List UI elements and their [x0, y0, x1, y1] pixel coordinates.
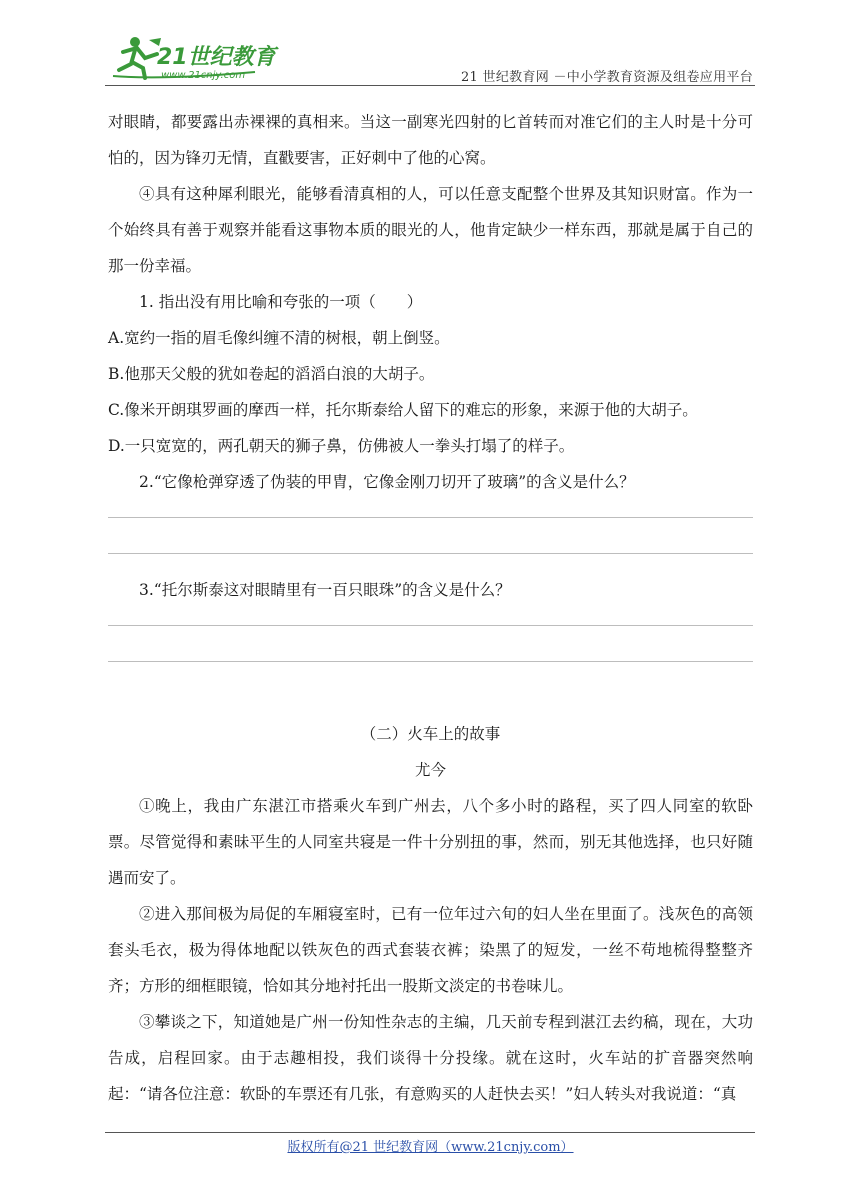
- option-d: D.一只宽宽的，两孔朝天的狮子鼻，仿佛被人一拳头打塌了的样子。: [108, 437, 575, 455]
- header-divider: [105, 85, 755, 86]
- site-logo: [105, 32, 295, 82]
- paragraph-3: ③攀谈之下，知道她是广州一份知性杂志的主编，几天前专程到湛江去约稿，现在，大功告成，启程回家。由于志趣相投，我们谈得十分投缘。就在这时，火车站的扩音器突然响起：“请各位注意：软卧的车票还有几张，有意购买的人赶快去买！”妇人转头对我说道：“真: [108, 1013, 753, 1103]
- header-site-text: 21 世纪教育网 －中小学教育资源及组卷应用平台: [460, 70, 753, 85]
- footer-divider: [105, 1132, 755, 1133]
- option-b: B.他那天父般的犹如卷起的滔滔白浪的大胡子。: [108, 365, 435, 383]
- question-3: 3.“托尔斯泰这对眼睛里有一百只眼珠”的含义是什么？: [139, 581, 511, 599]
- page-header: [105, 30, 755, 86]
- question-2: 2.“它像枪弹穿透了伪装的甲胄，它像金刚刀切开了玻璃”的含义是什么？: [139, 473, 635, 491]
- document-body: [108, 104, 753, 1112]
- paragraph-1: ①晚上，我由广东湛江市搭乘火车到广州去，八个多小时的路程，买了四人同室的软卧票。尽管觉得和素昧平生的人同室共寝是一件十分别扭的事，然而，别无其他选择，也只好随遇而安了。: [108, 797, 753, 887]
- spacer: [108, 680, 753, 716]
- author: 尤今: [414, 761, 446, 779]
- paragraph-4: ④具有这种犀利眼光，能够看清真相的人，可以任意支配整个世界及其知识财富。作为一个始终具有善于观察并能看这事物本质的眼光的人，他肯定缺少一样东西，那就是属于自己的那一份幸福。: [108, 185, 753, 275]
- answer-line[interactable]: [108, 500, 753, 536]
- logo-url: www.21cnjy.com: [161, 70, 246, 81]
- answer-line[interactable]: [108, 536, 753, 572]
- answer-line[interactable]: [108, 644, 753, 680]
- question-1: 1. 指出没有用比喻和夸张的一项（ ）: [139, 293, 423, 311]
- option-a: A.宽约一指的眉毛像纠缠不清的树根，朝上倒竖。: [108, 329, 450, 347]
- answer-line[interactable]: [108, 608, 753, 644]
- option-c: C.像米开朗琪罗画的摩西一样，托尔斯泰给人留下的难忘的形象，来源于他的大胡子。: [108, 401, 698, 419]
- paragraph-2: ②进入那间极为局促的车厢寝室时，已有一位年过六旬的妇人坐在里面了。浅灰色的高领套头毛衣，极为得体地配以铁灰色的西式套装衣裤；染黑了的短发，一丝不苟地梳得整整齐齐；方形的细框眼镜，恰如其分地衬托出一股斯文淡定的书卷味儿。: [108, 905, 753, 995]
- logo-text: 21世纪教育: [157, 45, 276, 70]
- footer-copyright-link[interactable]: 版权所有@21 世纪教育网（www.21cnjy.com）: [287, 1140, 574, 1155]
- section-title: （二）火车上的故事: [360, 725, 501, 743]
- paragraph-continued: 对眼睛，都要露出赤裸裸的真相来。当这一副寒光四射的匕首转而对准它们的主人时是十分可怕的，因为锋刃无情，直戳要害，正好刺中了他的心窝。: [108, 113, 753, 167]
